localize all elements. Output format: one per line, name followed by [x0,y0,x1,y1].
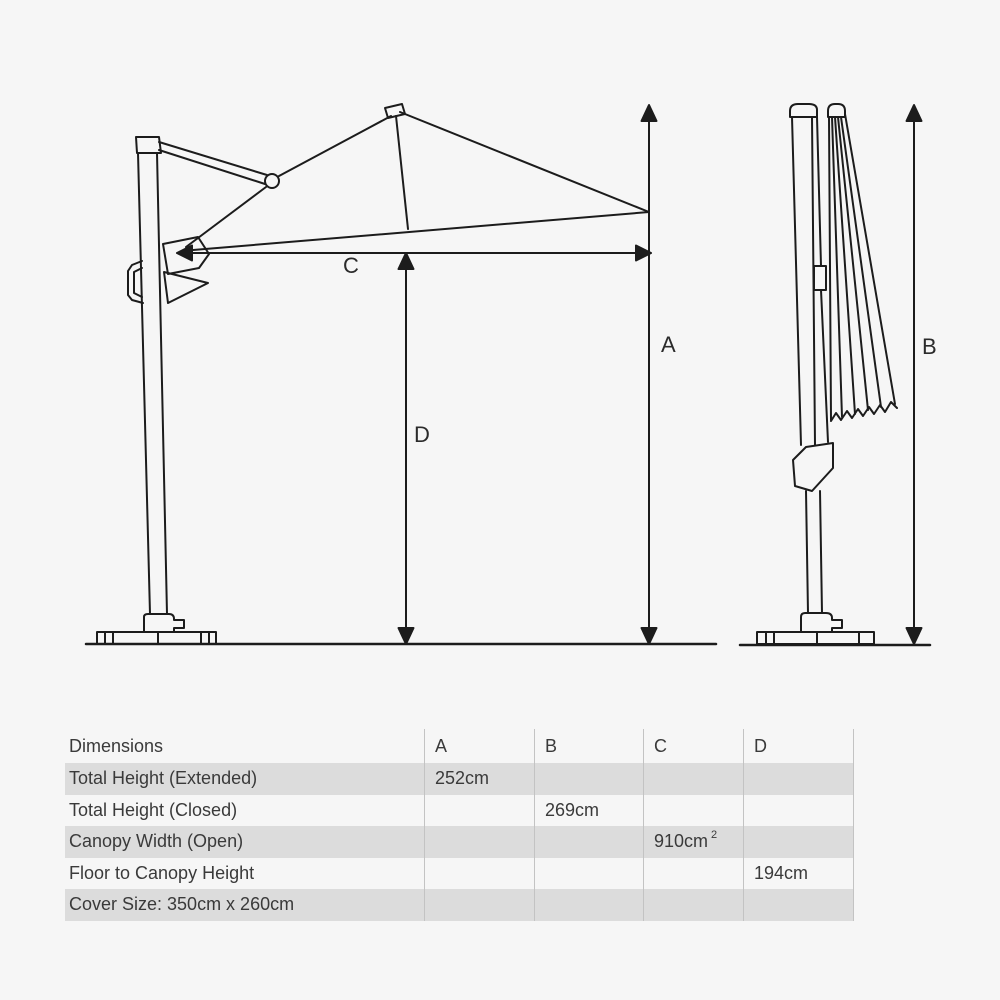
row-label: Total Height (Closed) [69,799,238,820]
column-divider [853,729,854,921]
dimension-arrow-a [642,105,657,644]
table-row-cover-size [65,889,853,921]
closed-foot-block [801,613,842,632]
superscript-2: 2 [711,829,718,842]
closed-canopy-cap [828,104,845,117]
col-header-c: C [654,735,667,756]
column-divider [534,729,535,921]
value-d: 194cm [754,862,809,883]
arm-joint [265,174,279,188]
closed-pole [792,117,801,445]
support-arm [159,142,267,175]
col-header-dimensions: Dimensions [69,735,164,756]
canopy-finial [385,104,405,118]
base-plate [97,632,216,644]
row-label: Canopy Width (Open) [69,831,244,852]
dimension-arrow-b [907,105,922,644]
table-row-canopy-width-open [65,826,853,858]
canopy-fold [829,117,831,420]
mount-wedge [164,272,208,303]
row-label: Floor to Canopy Height [69,862,255,883]
column-divider [643,729,644,921]
open-parasol-drawing [86,104,716,644]
closed-parasol-drawing [740,104,930,645]
value-a: 252cm [435,768,490,789]
dim-label-b: B [922,334,938,359]
pole-left-edge [138,153,150,614]
foot-block [144,614,184,632]
dimension-arrow-d [399,253,414,644]
value-c: 910cm $^2$ [654,829,718,852]
col-header-a: A [435,735,448,756]
table-header-row [65,729,853,763]
column-divider [424,729,425,921]
dim-label-c: C [343,253,360,278]
column-divider [743,729,744,921]
runner-clip [814,266,826,290]
row-label: Total Height (Extended) [69,768,258,789]
table-row-total-height-closed [65,795,853,827]
table-row-total-height-extended [65,763,853,795]
canopy-center-strut [396,116,408,229]
col-header-b: B [545,735,558,756]
closed-pole-cap [790,104,817,117]
pole-right-edge [157,153,167,614]
value-b: 269cm [545,799,600,820]
canopy-bottom-edge [193,212,649,250]
dimensions-table [65,729,853,921]
table-row-floor-to-canopy-height [65,858,853,890]
joint-housing [793,443,833,491]
canopy-right-rib [400,112,649,212]
col-header-d: D [754,735,767,756]
dim-label-d: D [414,422,431,447]
pole-cap [136,137,161,153]
canopy-left-rib [279,116,391,176]
dim-label-a: A [661,332,677,357]
dimension-arrow-c [177,246,651,261]
row-label: Cover Size: 350cm x 260cm [69,894,295,915]
